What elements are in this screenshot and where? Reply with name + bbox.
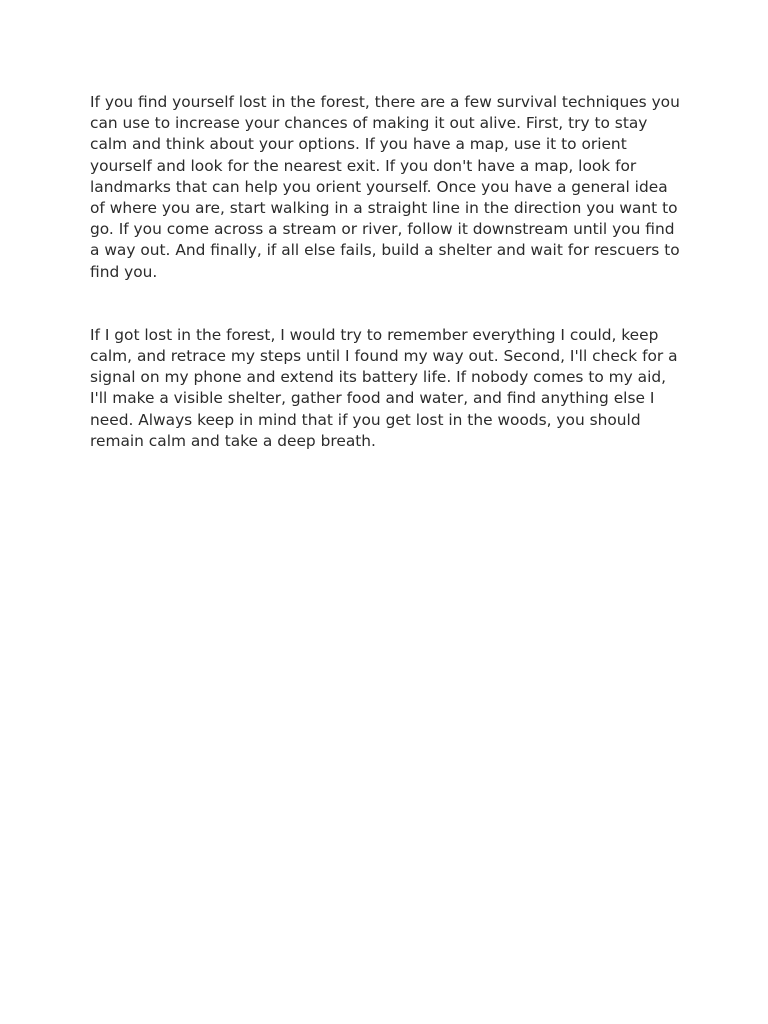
- document-body: [90, 92, 682, 452]
- paragraph-personal-plan: If I got lost in the forest, I would try to remember everything I could, keep calm, and retrace my steps until I found my way out. Second, I'll check for a signal on my phone and extend its battery life. If nobody comes to my aid, I'll make a visible shelter, gather food and water, and find anything else I need. Always keep in mind that if you get lost in the woods, you should remain calm and take a deep breath.: [90, 325, 678, 450]
- paragraph-survival-techniques: If you find yourself lost in the forest, there are a few survival techniques you can use to increase your chances of making it out alive. First, try to stay calm and think about your options. If you have a map, use it to orient yourself and look for the nearest exit. If you don't have a map, look for landmarks that can help you orient yourself. Once you have a general idea of where you are, start walking in a straight line in the direction you want to go. If you come across a stream or river, follow it downstream until you find a way out. And finally, if all else fails, build a shelter and wait for rescuers to find you.: [90, 93, 680, 281]
